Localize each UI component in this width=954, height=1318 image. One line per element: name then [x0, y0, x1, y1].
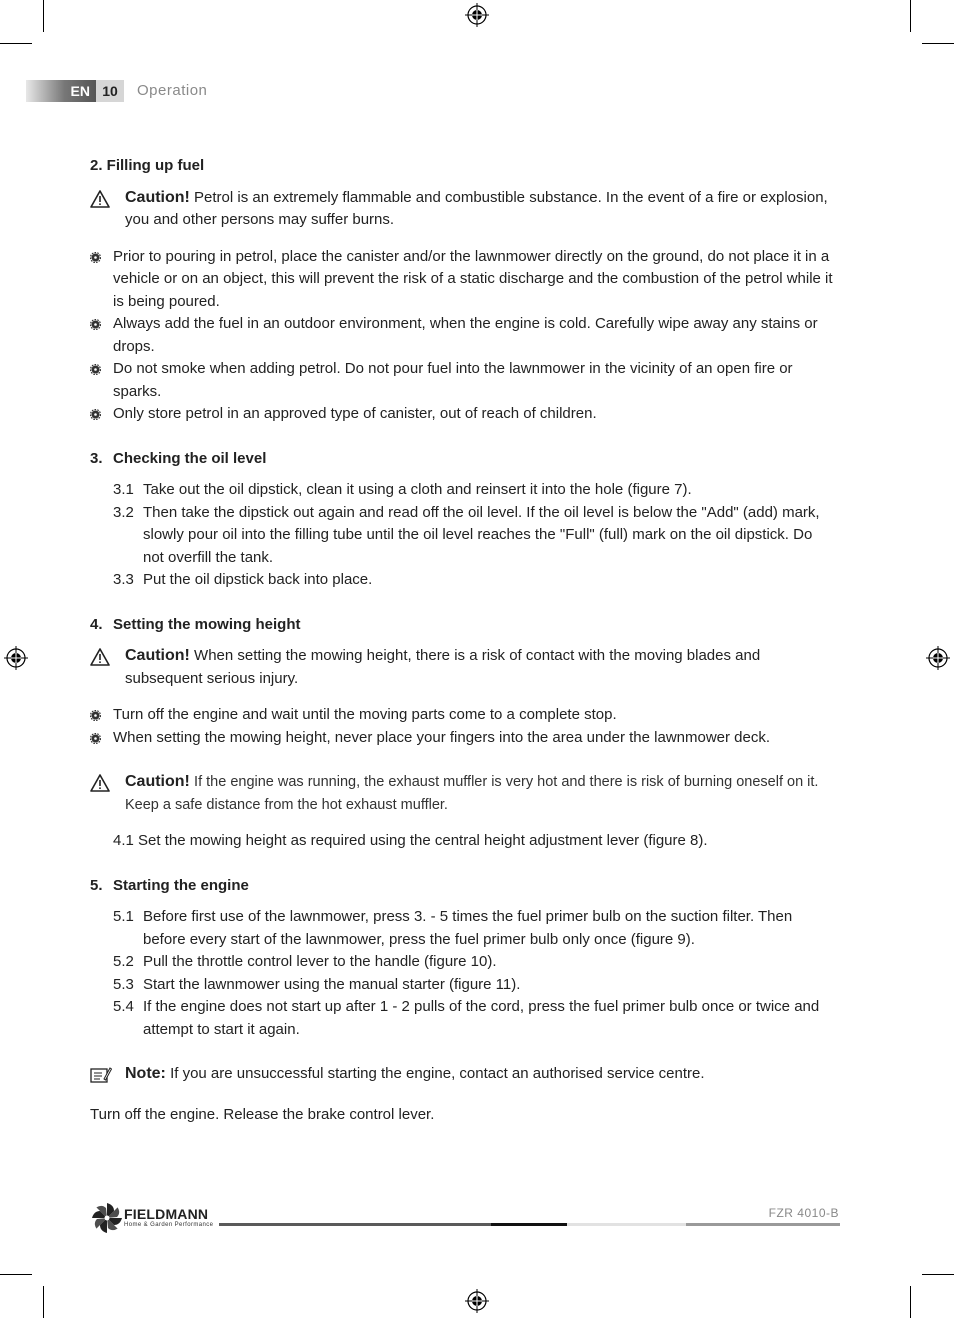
step-item: 3.3 Put the oil dipstick back into place. — [113, 571, 373, 588]
step-item: 3.2 Then take the dipstick out again and read off the oil level. If the oil level is below the "Add" (add) mark, slowly pour oil into the filling tube until the oil level reaches the "Full" (full) mark on the oil dipstick. Do not overfill the tank. — [113, 503, 820, 566]
gear-bullet-icon — [90, 733, 101, 744]
note-label: Note: — [125, 1065, 166, 1082]
gear-bullet-icon — [90, 364, 101, 375]
list-item: Turn off the engine and wait until the moving parts come to a complete stop. — [90, 704, 835, 727]
step-item: 5.3 Start the lawnmower using the manual starter (figure 11). — [113, 975, 521, 993]
gear-bullet-icon — [90, 710, 101, 721]
crop-mark — [0, 43, 32, 44]
list-item: Always add the fuel in an outdoor environment, when the engine is cold. Carefully wipe away any stains or drops. — [90, 313, 835, 358]
section-title: Operation — [137, 82, 208, 99]
registration-mark-icon — [4, 646, 28, 670]
crop-mark — [910, 0, 911, 32]
step-item: 4.1 Set the mowing height as required using the central height adjustment lever (figure 8). — [113, 832, 708, 849]
caution-block — [90, 771, 835, 816]
registration-mark-icon — [926, 646, 950, 670]
language-tab: EN — [26, 80, 96, 102]
gear-bullet-icon — [90, 252, 101, 263]
crop-mark — [43, 1286, 44, 1318]
heading-checking-oil-level: 3. Checking the oil level — [90, 449, 267, 467]
note-text: If you are unsuccessful starting the engine, contact an authorised service centre. — [170, 1065, 705, 1082]
step-item: 5.4 If the engine does not start up after 1 - 2 pulls of the cord, press the fuel primer bulb once or twice and attempt to start it again. — [113, 998, 820, 1038]
caution-text: When setting the mowing height, there is a risk of contact with the moving blades and subsequent serious injury. — [125, 647, 761, 687]
crop-mark — [0, 1274, 32, 1275]
caution-block — [90, 187, 835, 232]
model-number: FZR 4010-B — [768, 1206, 839, 1220]
brand-name: FIELDMANN — [124, 1206, 209, 1222]
caution-label: Caution! — [125, 188, 190, 206]
note-icon — [90, 1066, 112, 1084]
closing-text: Turn off the engine. Release the brake control lever. — [90, 1105, 435, 1123]
page-content — [90, 155, 835, 1126]
gear-bullet-icon — [90, 409, 101, 420]
caution-block — [90, 645, 835, 690]
registration-mark-icon — [465, 1289, 489, 1313]
crop-mark — [910, 1286, 911, 1318]
footer-bar — [219, 1223, 491, 1226]
warning-triangle-icon — [90, 774, 110, 792]
note-block — [90, 1063, 835, 1086]
footer-bar — [491, 1223, 567, 1226]
warning-triangle-icon — [90, 190, 110, 208]
page-number: 10 — [96, 80, 124, 102]
footer-bar — [567, 1223, 686, 1226]
fieldmann-logo-icon — [90, 1201, 124, 1235]
crop-mark — [922, 1274, 954, 1275]
list-item: Do not smoke when adding petrol. Do not pour fuel into the lawnmower in the vicinity of an open fire or sparks. — [90, 358, 835, 403]
crop-mark — [43, 0, 44, 32]
footer-bar — [686, 1223, 840, 1226]
crop-mark — [922, 43, 954, 44]
caution-text: Petrol is an extremely flammable and combustible substance. In the event of a fire or explosion, you and other persons may suffer burns. — [125, 188, 828, 228]
caution-text: If the engine was running, the exhaust muffler is very hot and there is risk of burning oneself on it. Keep a safe distance from the hot exhaust muffler. — [125, 774, 819, 813]
caution-label: Caution! — [125, 647, 190, 664]
step-item: 5.2 Pull the throttle control lever to the handle (figure 10). — [113, 953, 497, 970]
brand-tagline: Home & Garden Performance — [124, 1222, 214, 1228]
step-item: 3.1 Take out the oil dipstick, clean it using a cloth and reinsert it into the hole (figure 7). — [113, 481, 692, 498]
warning-triangle-icon — [90, 648, 110, 666]
list-item: Prior to pouring in petrol, place the canister and/or the lawnmower directly on the ground, do not place it in a vehicle or on an object, this will prevent the risk of a static discharge and the combustion of the petrol while it is being poured. — [90, 246, 835, 314]
list-item: Only store petrol in an approved type of canister, out of reach of children. — [90, 403, 835, 426]
step-item: 5.1 Before first use of the lawnmower, press 3. - 5 times the fuel primer bulb on the suction filter. Then before every start of the lawnmower, press the fuel primer bulb only once (figure 9). — [113, 908, 793, 948]
heading-starting-engine: 5. Starting the engine — [90, 876, 249, 894]
gear-bullet-icon — [90, 319, 101, 330]
heading-setting-mowing-height: 4. Setting the mowing height — [90, 615, 301, 633]
registration-mark-icon — [465, 3, 489, 27]
list-item: When setting the mowing height, never place your fingers into the area under the lawnmower deck. — [90, 727, 835, 750]
heading-filling-up-fuel: 2. Filling up fuel — [90, 157, 205, 174]
caution-label: Caution! — [125, 773, 190, 790]
